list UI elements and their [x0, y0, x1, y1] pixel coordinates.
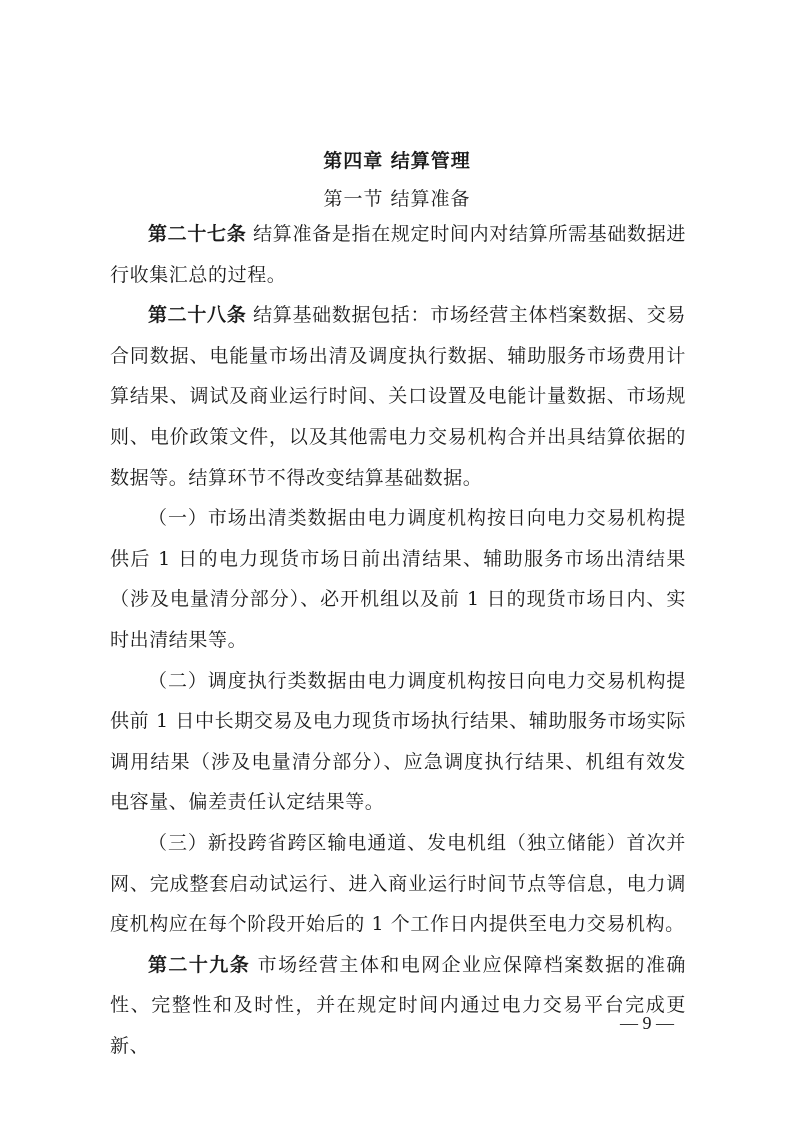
paragraph-text: （一）市场出清类数据由电力调度机构按日向电力交易机构提供后 1 日的电力现货市场日前出清结果、辅助服务市场出清结果（涉及电量清分部分）、必开机组以及前 1 日的现货市场日内、实时出清结果等。 — [110, 507, 686, 651]
paragraph-item-2 — [110, 661, 686, 823]
paragraph-article-29 — [110, 945, 686, 1067]
article-label: 第二十九条 — [148, 953, 251, 976]
paragraph-text: （三）新投跨省跨区输电通道、发电机组（独立储能）首次并网、完成整套启动试运行、进入商业运行时间节点等信息，电力调度机构应在每个阶段开始后的 1 个工作日内提供至电力交易机构。 — [110, 831, 686, 936]
section-title: 第一节 结算准备 — [323, 188, 471, 210]
chapter-title: 第四章 结算管理 — [323, 150, 471, 172]
paragraph-item-1 — [110, 498, 686, 660]
paragraph-text: 结算准备是指在规定时间内对结算所需基础数据进行收集汇总的过程。 — [110, 223, 686, 286]
paragraph-article-27 — [110, 214, 686, 295]
page-number: — 9 — — [620, 1013, 674, 1033]
body-text — [110, 214, 686, 1066]
article-label: 第二十八条 — [148, 304, 247, 327]
paragraph-item-3 — [110, 823, 686, 945]
paragraph-article-28 — [110, 295, 686, 498]
article-label: 第二十七条 — [148, 223, 247, 245]
paragraph-text: 结算基础数据包括：市场经营主体档案数据、交易合同数据、电能量市场出清及调度执行数据、辅助服务市场费用计算结果、调试及商业运行时间、关口设置及电能计量数据、市场规则、电价政策文件，以及其他需电力交易机构合并出具结算依据的数据等。结算环节不得改变结算基础数据。 — [110, 304, 686, 489]
paragraph-text: 市场经营主体和电网企业应保障档案数据的准确性、完整性和及时性，并在规定时间内通过电力交易平台完成更新、 — [110, 953, 686, 1057]
paragraph-text: （二）调度执行类数据由电力调度机构按日向电力交易机构提供前 1 日中长期交易及电力现货市场执行结果、辅助服务市场实际调用结果（涉及电量清分部分）、应急调度执行结果、机组有效发电容量、偏差责任认定结果等。 — [110, 669, 686, 814]
